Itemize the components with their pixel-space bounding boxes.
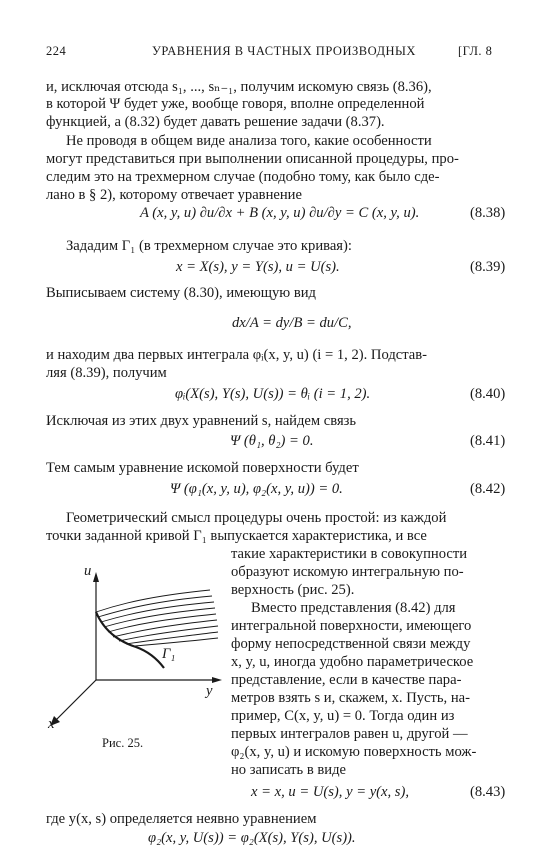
figure-caption: Рис. 25. [102, 736, 144, 750]
equation-8-43: x = x, u = U(s), y = y(x, s), [251, 784, 409, 800]
p1-line-2: в которой Ψ будет уже, вообще говоря, вполне определенной [46, 96, 425, 112]
equation-8-42: Ψ (φ₁(x, y, u), φ₂(x, y, u)) = 0. [170, 481, 343, 497]
equation-number-8-39: (8.39) [470, 259, 506, 275]
p2-line-3: следим это на трехмерном случае (подобно тому, как было сде- [46, 169, 440, 185]
p9-line-5: представление, если в качестве пара- [231, 672, 462, 688]
p9-line-8: первых интегралов равен u, другой — [231, 726, 468, 742]
p2-line-4: лано в § 2), которому отвечает уравнение [46, 187, 302, 203]
equation-8-38: A (x, y, u) ∂u/∂x + B (x, y, u) ∂u/∂y = C (x, y, u). [140, 205, 420, 221]
p8-line-1: Геометрический смысл процедуры очень простой: из каждой [66, 510, 447, 526]
x-axis [54, 680, 96, 722]
p10-line: где y(x, s) определяется неявно уравнением [46, 811, 317, 827]
characteristic-system: dx/A = dy/B = du/C, [232, 315, 352, 331]
p9-line-4: x, y, u, иногда удобно параметрическое [231, 654, 474, 670]
y-axis-arrow [212, 677, 222, 683]
equation-8-41: Ψ (θ₁, θ₂) = 0. [230, 433, 314, 449]
axis-label-x: x [48, 716, 55, 732]
p6-line: Исключая из этих двух уравнений s, найдем связь [46, 413, 357, 429]
equation-8-40: φᵢ(X(s), Y(s), U(s)) = θᵢ (i = 1, 2). [175, 386, 371, 402]
p9-line-7: пример, C(x, y, u) = 0. Тогда один из [231, 708, 455, 724]
equation-number-8-43: (8.43) [470, 784, 506, 800]
chapter-marker: [ГЛ. 8 [458, 44, 493, 58]
p2-line-2: могут представиться при выполнении описанной процедуры, про- [46, 151, 459, 167]
p2-line-1: Не проводя в общем виде анализа того, какие особенности [66, 133, 432, 149]
curve-label-gamma1: Γ₁ [162, 646, 176, 662]
p9-line-2: интегральной поверхности, имеющего [231, 618, 472, 634]
figure-25 [40, 560, 230, 740]
p4-line: Выписываем систему (8.30), имеющую вид [46, 285, 316, 301]
p1-line-3: функцией, а (8.32) будет давать решение задачи (8.37). [46, 114, 385, 130]
axis-label-y: y [206, 683, 213, 699]
p8-narrow-line-3: верхность (рис. 25). [231, 582, 355, 598]
equation-8-39: x = X(s), y = Y(s), u = U(s). [176, 259, 340, 275]
page-number: 224 [46, 44, 67, 58]
equation-implicit: φ₂(x, y, U(s)) = φ₂(X(s), Y(s), U(s)). [148, 830, 356, 846]
p9-line-6: метров взять s и, скажем, x. Пусть, на- [231, 690, 470, 706]
u-axis-arrow [93, 572, 99, 582]
p9-line-3: форму непосредственной связи между [231, 636, 471, 652]
equation-number-8-40: (8.40) [470, 386, 506, 402]
p9-line-10: но записать в виде [231, 762, 347, 778]
p8-line-2: точки заданной кривой Γ₁ выпускается характеристика, и все [46, 528, 427, 544]
p7-line: Тем самым уравнение искомой поверхности будет [46, 460, 359, 476]
equation-number-8-41: (8.41) [470, 433, 506, 449]
p1-line-1: и, исключая отсюда s₁, ..., sₙ₋₁, получим искомую связь (8.36), [46, 79, 432, 95]
p5-line-1: и находим два первых интеграла φᵢ(x, y, u) (i = 1, 2). Подстав- [46, 347, 428, 363]
characteristic-curves [96, 590, 218, 646]
equation-number-8-42: (8.42) [470, 481, 506, 497]
p5-line-2: ляя (8.39), получим [46, 365, 167, 381]
p9-line-9: φ₂(x, y, u) и искомую поверхность мож- [231, 744, 477, 760]
axis-label-u: u [84, 563, 92, 579]
p8-narrow-line-1: такие характеристики в совокупности [231, 546, 468, 562]
p3-line: Зададим Γ₁ (в трехмерном случае это кривая): [66, 238, 352, 254]
p9-line-1: Вместо представления (8.42) для [251, 600, 456, 616]
running-title: УРАВНЕНИЯ В ЧАСТНЫХ ПРОИЗВОДНЫХ [152, 44, 416, 58]
p8-narrow-line-2: образуют искомую интегральную по- [231, 564, 464, 580]
equation-number-8-38: (8.38) [470, 205, 506, 221]
